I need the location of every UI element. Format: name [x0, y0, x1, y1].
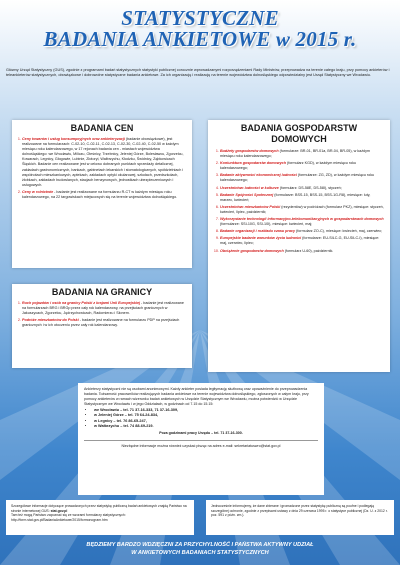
- title-line-1: STATYSTYCZNE: [121, 6, 279, 30]
- badania-na-granicy-heading: BADANIA NA GRANICY: [51, 287, 153, 297]
- list-item: 2. Podróże mieszkańców do Polski - badanie jest realizowane na formularzu PDP na przejściach granicznych i w ich otoczeniu przez cały rok kalendarzowy.: [22, 318, 186, 328]
- form-link[interactable]: http://form.stat.gov.pl/BadaniaAnkietowe/2015/formonogram.htm: [11, 517, 108, 522]
- card-badania-na-granicy: [12, 284, 192, 368]
- foot-left-line1: Szczegółowe informacje dotyczące prowadzonych przez statystykę publiczną badań ankietowych znajdą Państwo na stronie internetowej GUS: stat.gov.pl: [11, 504, 187, 513]
- list-item: 2. Koniunktura gospodarstw domowych (formularz KGD), w każdym miesiącu roku kalendarzowego;: [220, 161, 384, 171]
- badania-cen-list: [12, 137, 186, 200]
- office-hours-note: Poza godzinami pracy Urzędu – tel. 71 37-16-300.: [159, 430, 243, 435]
- phone-list: [90, 408, 318, 430]
- list-item: 9. Europejskie badanie warunków życia ludności (formularze: EU-SILC-G, EU-SILC-I), miesiące: maj, czerwiec, lipiec;: [220, 236, 384, 246]
- list-item: 5. Badanie Spójności Społecznej (formularze: BSS-15, BSS-15, BSS-1G-R8), miesiące: luty, marzec, kwiecień;: [220, 193, 384, 203]
- list-item: • we Wrocławiu – tel. 71 37-16-333, 71 37-16-309,: [94, 408, 318, 414]
- info-box-ankieterzy: [78, 383, 324, 495]
- list-item: 8. Badanie organizacji i rozkładu czasu pracy (formularz ZO-C), miesiące: kwiecień, maj, czerwiec;: [220, 229, 384, 234]
- badania-cen-heading: BADANIA CEN: [70, 123, 134, 133]
- list-item: • w Wałbrzychu – tel. 74 88-69-219.: [94, 424, 318, 430]
- foot-left-line2: Tam też mogą Państwo zapoznać się ze wzorami formularzy statystycznych:: [11, 513, 126, 518]
- list-item: 7. Wykorzystanie technologii informacyjno-telekomunikacyjnych w gospodarstwach domowych (formularze: SSI-10G, SSI-10I), miesiące: kwiecień, maj;: [220, 217, 384, 227]
- card-badania-gospodarstw: [208, 120, 390, 372]
- list-item: 6. Uczestnictwo mieszkańców Polski (rezydentów) w podróżach (formularz PKZ), miesiące: styczeń, kwiecień, lipiec, październik;: [220, 205, 384, 215]
- closing-line-1: BĘDZIEMY BARDZO WDZIĘCZNI ZA PRZYCHYLNOŚĆ I PAŃSTWA AKTYWNY UDZIAŁ: [86, 542, 314, 548]
- gus-link[interactable]: stat.gov.pl: [50, 508, 68, 513]
- list-item: 3. Badanie aktywności ekonomicznej ludności (formularze: ZG, ZD), w każdym miesiącu roku kalendarzowego;: [220, 173, 384, 183]
- badania-gospodarstw-list: [208, 149, 384, 254]
- list-item: 10. Obciążenie gospodarstw domowych (formularz U-60), październik.: [220, 249, 384, 254]
- poster-title: [0, 8, 400, 50]
- email-note: Niezbędne informacje można również uzyskać pisząc na adres e-mail: sekretariatuswro@stat.gov.pl: [84, 440, 318, 449]
- list-item: 4. Uczestnictwo ludności w kulturze (formularz: DS-58E, DS-58I), styczeń;: [220, 186, 384, 191]
- list-item: 1. Budżety gospodarstw domowych (formularze: BR-01, BR-01a, BR-04, BR-05), w każdym miesiącu roku kalendarzowego;: [220, 149, 384, 159]
- intro-paragraph: Główny Urząd Statystyczny (GUS), zgodnie z programami badań statystycznych statystyki publicznej corocznie wprowadzanymi rozporządzeniami Rady Ministrów, przeprowadza na terenie całego kraju, przy pomocy ankieterów i teleankieterów statystycznych, obowiązkowe i dobrowolne statystyczne badania ankietowe. Za ich organizację i realizację na terenie województwa dolnośląskiego odpowiedzialny jest Urząd Statystyczny we Wrocławiu.: [6, 68, 390, 78]
- foot-box-left: [6, 500, 194, 535]
- list-item: 2. Ceny w rolnictwie - badanie jest realizowane na formularzu R-CT w każdym miesiącu roku kalendarzowego, na 22 targowiskach miejscowych się na terenie województwa dolnośląskiego.: [22, 190, 186, 200]
- list-item: 1. Ruch pojazdów i osób na granicy Polski z krajami Unii Europejskiej - badanie jest realizowane na formularzach BRG i BRGp przez cały rok kalendarzowy, na przejściach granicznych w Jakuszycach, Zgorzelcu, Jędrzychowicach, Radomierzu i Słonem.: [22, 301, 186, 316]
- list-item: 1. Ceny towarów i usług konsumpcyjnych oraz ankieteryzacji (badanie obowiązkowe), jest realizowane na formularzach: C-02-10, C-02-11, C-02-13, C-02-30, C-02-40, C-02-50 w każdym miesiącu roku kalendarzowego, w 17 rejonach badania cen - miastach województwa dolnośląskiego: we Wrocławiu, Miliczu, Oleśnicy, Trzebnicy, Jeleniej Górze, Bolesławcu, Zgorzelcu, Kowarach, Legnicy, Głogowie, Lubinie, Złotoryi, Wałbrzychu, Kłodzku, Świdnicy, Ząbkowicach Śląskich. Badanie cen realizowane jest w celowo dobranych punktach sprzedaży detalicznej, zakładach gastronomicznych, bankach, gabinetach lekarskich i stomatologicznych, spółdzielniach i wspólnotach mieszkaniowych, aptekach, zakładach optyki okularowej, szkołach, przedszkolach, żłobkach, zakładach budowlanych, stacjach benzynowych, jednostkach ubezpieczeniowych i usługowych.: [22, 137, 186, 188]
- title-line-2: BADANIA ANKIETOWE w 2015 r.: [43, 27, 357, 51]
- info-paragraph: Ankieterzy statystyczni nie są osobami anonimowymi. Każdy ankieter posiada legitymację służbową oraz upoważnienie do przeprowadzenia badania. Tożsamość pracowników realizujących badania ankietowe na terenie województwa dolnośląskiego, zgłoszonych w całym kraju, przy pomocy ankieterów w ramach wizerunku badań ankietowych w Urzędzie Statystycznym we Wrocławiu, można potwierdzić w Urzędzie Statystycznym we Wrocławiu i w jego Oddziałach, w godzinach od 7.15 do 15.15:: [84, 387, 309, 406]
- badania-na-granicy-list: [12, 301, 186, 328]
- foot-box-right: Jednocześnie informujemy, że dane zbierane i gromadzone przez statystykę publiczną są poufne i podlegają szczególnej ochronie, zgodnie z przepisami ustawy z dnia 29 czerwca 1995 r. o statystyce publicznej (Dz. U. z 2012 r. poz. 591 z późn. zm.).: [206, 500, 394, 535]
- closing-line-2: W ANKIETOWYCH BADANIACH STATYSTYCZNYCH: [131, 550, 269, 556]
- closing-message: [0, 541, 400, 557]
- list-item: • w Legnicy – tel. 76 86-65-247,: [94, 419, 318, 425]
- list-item: • w Jeleniej Górze – tel. 75 64-24-834,: [94, 413, 318, 419]
- badania-gospodarstw-heading: BADANIA GOSPODARSTW DOMOWYCH: [240, 123, 358, 144]
- card-badania-cen: [12, 120, 192, 268]
